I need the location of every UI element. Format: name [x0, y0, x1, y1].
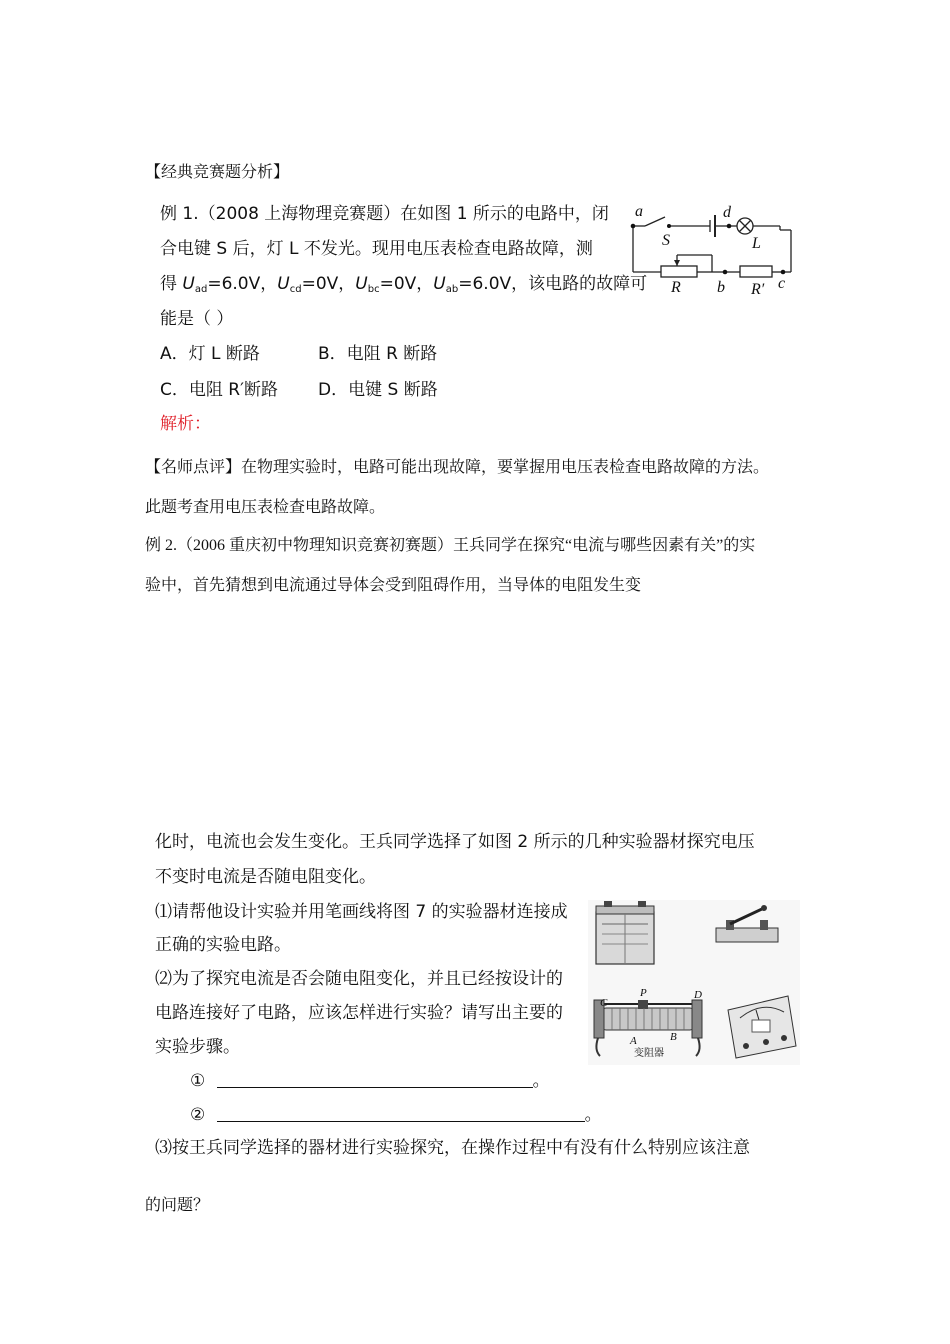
question3-line2: 的问题？ [145, 1197, 210, 1214]
question1-line1: ⑴请帮他设计实验并用笔画线将图 7 的实验器材连接成 [155, 902, 568, 922]
section-heading: 【经典竞赛题分析】 [145, 164, 290, 181]
step1-marker: ① [190, 1071, 206, 1091]
example1-line3: 得 $U_{ad}=6.0V$，$U_{cd}=0V$，$U_{bc}=0V$，$U_{ab}=6.0V$，该电路的故障可 [160, 274, 648, 295]
circuit-diagram-figure1 [625, 200, 795, 300]
question3-line1: ⑶按王兵同学选择的器材进行实验探究，在操作过程中有没有什么特别应该注意 [155, 1138, 750, 1158]
option-a: A．灯 L 断路 [160, 344, 260, 364]
question1-line2: 正确的实验电路。 [155, 935, 291, 955]
step1-answer-blank[interactable] [217, 1073, 533, 1088]
analysis-label: 解析： [160, 414, 211, 434]
option-b: B．电阻 R 断路 [318, 344, 438, 364]
option-d: D．电键 S 断路 [318, 380, 438, 400]
teacher-comment-line2: 此题考查用电压表检查电路故障。 [145, 499, 386, 516]
label-d: d [723, 204, 731, 221]
label-a-terminal: A [630, 1035, 637, 1047]
rheostat-caption: 变阻器 [634, 1048, 664, 1059]
label-c: c [778, 275, 786, 292]
step1-row: ① 。 [190, 1071, 550, 1091]
label-d-terminal: D [694, 989, 702, 1001]
example1-line2: 合电键 S 后，灯 L 不发光。现用电压表检查电路故障，测 [160, 239, 593, 259]
label-b: b [717, 279, 725, 296]
label-l: L [752, 235, 761, 252]
question2-line1: ⑵为了探究电流是否会随电阻变化，并且已经按设计的 [155, 969, 563, 989]
example1-line4: 能是（ ） [160, 309, 234, 329]
example1-line1: 例 1.（2008 上海物理竞赛题）在如图 1 所示的电路中，闭 [160, 204, 609, 224]
label-b-terminal: B [670, 1031, 677, 1043]
label-c-terminal: C [600, 997, 608, 1009]
label-p-slider: P [640, 987, 647, 999]
example2-line4: 不变时电流是否随电阻变化。 [155, 867, 376, 887]
label-a: a [635, 203, 643, 220]
label-s: S [662, 232, 670, 249]
example2-line1: 例 2.（2006 重庆初中物理知识竞赛初赛题）王兵同学在探究“电流与哪些因素有关”的实 [145, 537, 756, 554]
example2-line3: 化时，电流也会发生变化。王兵同学选择了如图 2 所示的几种实验器材探究电压 [155, 832, 755, 852]
label-r: R [671, 279, 681, 296]
lab-equipment-figure2 [588, 900, 800, 1065]
step2-answer-blank[interactable] [217, 1107, 585, 1122]
question2-line2: 电路连接好了电路，应该怎样进行实验？请写出主要的 [155, 1003, 563, 1023]
example2-line2: 验中，首先猜想到电流通过导体会受到阻碍作用，当导体的电阻发生变 [145, 577, 642, 594]
battery-image [596, 901, 654, 964]
step2-row: ② 。 [190, 1105, 602, 1125]
option-c: C．电阻 R′断路 [160, 380, 278, 400]
step2-marker: ② [190, 1105, 206, 1125]
teacher-comment-line1: 【名师点评】在物理实验时，电路可能出现故障，要掌握用电压表检查电路故障的方法。 [145, 459, 770, 476]
question2-line3: 实验步骤。 [155, 1037, 240, 1057]
label-r-prime: R′ [751, 281, 765, 298]
